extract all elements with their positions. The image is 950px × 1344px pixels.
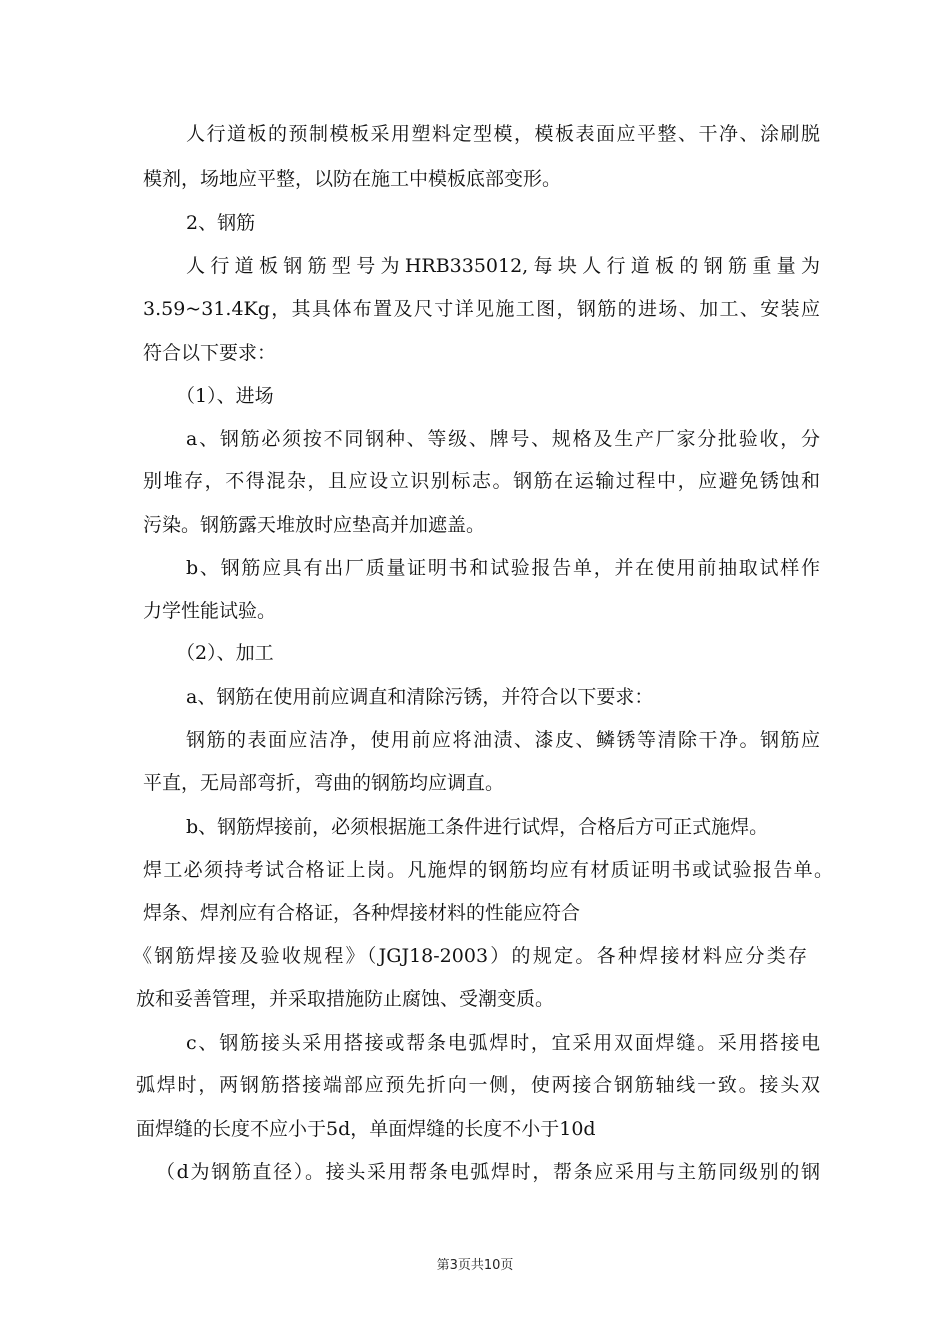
- paragraph-line: b、钢筋焊接前，必须根据施工条件进行试焊，合格后方可正式施焊。: [186, 816, 769, 838]
- paragraph-line: （d为钢筋直径）。接头采用帮条电弧焊时，帮条应采用与主筋同级别的钢: [156, 1161, 820, 1183]
- paragraph-line: 面焊缝的长度不应小于5d，单面焊缝的长度不小于10d: [136, 1118, 596, 1140]
- paragraph-line: 平直，无局部弯折，弯曲的钢筋均应调直。: [143, 772, 505, 794]
- page-number-footer: 第3页共10页: [436, 1258, 514, 1273]
- section-heading: 2、钢筋: [186, 212, 256, 234]
- paragraph-line: 模剂，场地应平整，以防在施工中模板底部变形。: [143, 168, 562, 190]
- subsection-heading: （1）、进场: [176, 385, 274, 407]
- paragraph-line: 污染。钢筋露天堆放时应垫高并加遮盖。: [143, 514, 486, 536]
- paragraph-line: 人行道板的预制模板采用塑料定型模，模板表面应平整、干净、涂刷脱: [186, 123, 820, 145]
- paragraph-line: 人行道板钢筋型号为HRB335012,每块人行道板的钢筋重量为: [186, 255, 820, 277]
- paragraph-line: 焊工必须持考试合格证上岗。凡施焊的钢筋均应有材质证明书或试验报告单。: [143, 859, 833, 881]
- paragraph-line: a、钢筋必须按不同钢种、等级、牌号、规格及生产厂家分批验收，分: [186, 428, 820, 450]
- paragraph-line: 别堆存，不得混杂，且应设立识别标志。钢筋在运输过程中，应避免锈蚀和: [143, 470, 820, 492]
- paragraph-line: 《钢筋焊接及验收规程》（JGJ18-2003）的规定。各种焊接材料应分类存: [133, 945, 807, 967]
- paragraph-line: 力学性能试验。: [143, 600, 277, 622]
- paragraph-line: 3.59~31.4Kg，其具体布置及尺寸详见施工图，钢筋的进场、加工、安装应: [143, 298, 820, 320]
- paragraph-line: c、钢筋接头采用搭接或帮条电弧焊时，宜采用双面焊缝。采用搭接电: [186, 1032, 820, 1054]
- subsection-heading: （2）、加工: [176, 642, 274, 664]
- paragraph-line: a、钢筋在使用前应调直和清除污锈，并符合以下要求：: [186, 686, 654, 708]
- paragraph-line: b、钢筋应具有出厂质量证明书和试验报告单，并在使用前抽取试样作: [186, 557, 820, 579]
- paragraph-line: 焊条、焊剂应有合格证，各种焊接材料的性能应符合: [143, 902, 581, 924]
- paragraph-line: 钢筋的表面应洁净，使用前应将油渍、漆皮、鳞锈等清除干净。钢筋应: [186, 729, 820, 751]
- paragraph-line: 符合以下要求：: [143, 342, 277, 364]
- paragraph-line: 放和妥善管理，并采取措施防止腐蚀、受潮变质。: [136, 988, 555, 1010]
- paragraph-line: 弧焊时，两钢筋搭接端部应预先折向一侧，使两接合钢筋轴线一致。接头双: [136, 1074, 820, 1096]
